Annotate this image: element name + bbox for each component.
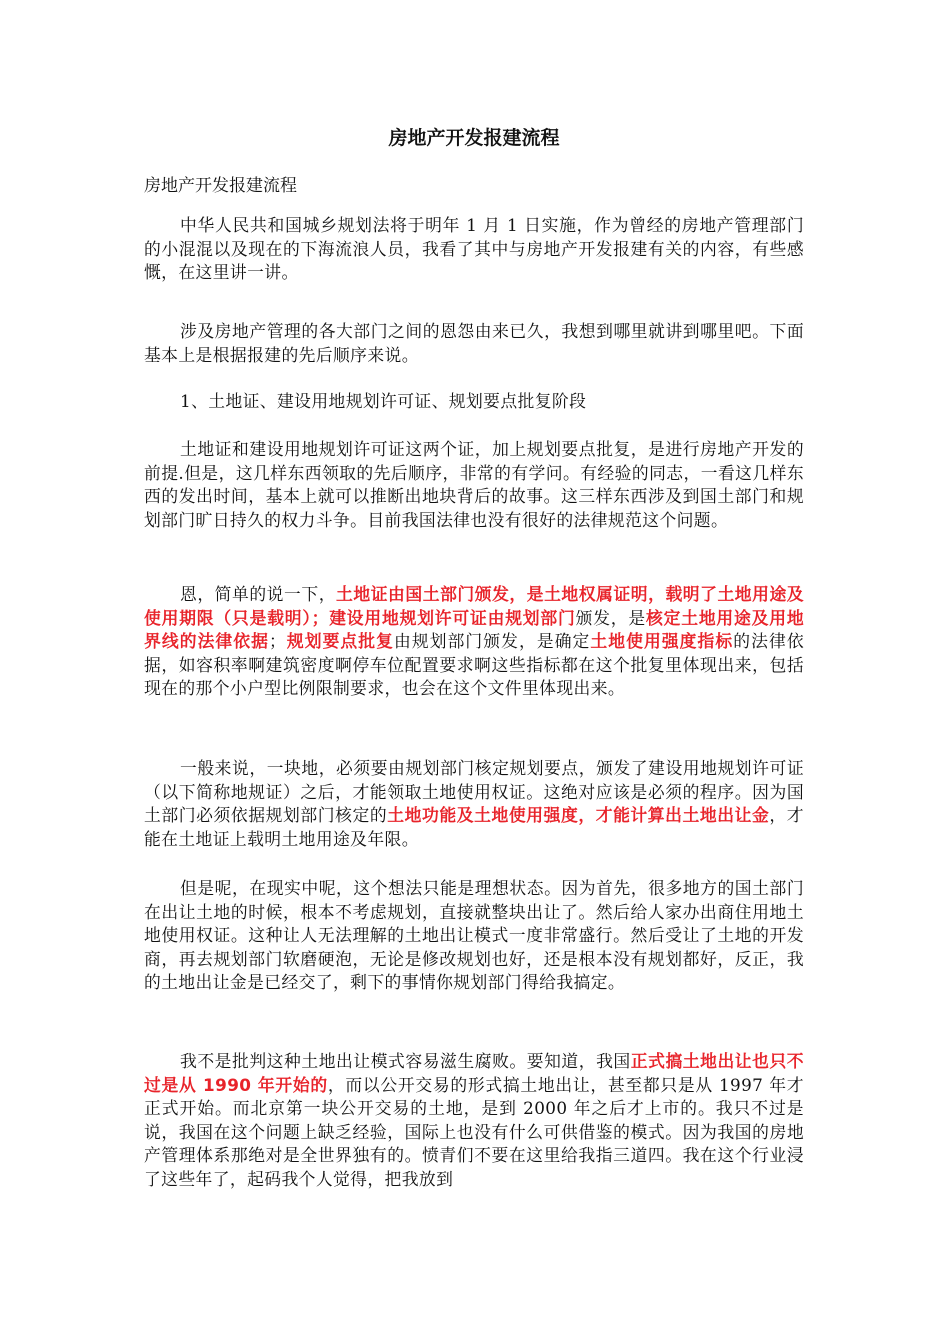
- paragraph: [144, 1050, 804, 1192]
- paragraph: [144, 438, 804, 532]
- document-title: 房地产开发报建流程: [388, 127, 560, 149]
- paragraph-text: 涉及房地产管理的各大部门之间的恩怨由来已久，我想到哪里就讲到哪里吧。下面基本上是根据报建的先后顺序来说。: [144, 321, 804, 365]
- paragraph: [144, 214, 804, 285]
- paragraph-text: 土地证和建设用地规划许可证这两个证，加上规划要点批复，是进行房地产开发的前提.但是，这几样东西领取的先后顺序，非常的有学问。有经验的同志，一看这几样东西的发出时间，基本上就可以推断出地块背后的故事。这三样东西涉及到国土部门和规划部门旷日持久的权力斗争。目前我国法律也没有很好的法律规范这个问题。: [144, 439, 804, 530]
- paragraph: [144, 583, 804, 701]
- paragraph-text: 中华人民共和国城乡规划法将于明年 1 月 1 日实施，作为曾经的房地产管理部门的小混混以及现在的下海流浪人员，我看了其中与房地产开发报建有关的内容，有些感慨，在这里讲一讲。: [144, 215, 804, 283]
- paragraph-text: ，才能在土地证上载明土地用途及年限。: [144, 805, 804, 849]
- paragraph: [144, 320, 804, 367]
- highlighted-text: 核定土地用途及用地界线的法律依据: [144, 607, 804, 652]
- paragraph-text: 颁发，是: [575, 607, 647, 628]
- paragraph: [144, 877, 804, 995]
- highlighted-text: 规划要点批复: [286, 631, 394, 652]
- paragraph-text: 的法律依据，如容积率啊建筑密度啊停车位配置要求啊这些指标都在这个批复里体现出来，包括现在的那个小户型比例限制要求，也会在这个文件里体现出来。: [144, 631, 804, 699]
- highlighted-text: 土地使用强度指标: [590, 631, 734, 652]
- paragraph-text: ；: [269, 631, 287, 652]
- paragraph-text: 恩，简单的说一下，: [180, 584, 337, 604]
- paragraph-text: ，而以公开交易的形式搞土地出让，甚至都只是从 1997 年才正式开始。而北京第一块公开交易的土地，是到 2000 年之后才上市的。我只不过是说，我国在这个问题上缺乏经验，国际上也没有什么可供借鉴的模式。因为我国的房地产管理体系那绝对是全世界独有的。愤青们不要在这里给我指三道四。我在这个行业浸了这些年了，起码我个人觉得，把我放到: [144, 1074, 804, 1189]
- paragraph-text: 但是呢，在现实中呢，这个想法只能是理想状态。因为首先，很多地方的国土部门在出让土地的时候，根本不考虑规划，直接就整块出让了。然后给人家办出商住用地土地使用权证。这种让人无法理解的土地出让模式一度非常盛行。然后受让了土地的开发商，再去规划部门软磨硬泡，无论是修改规划也好，还是根本没有规划都好，反正，我的土地出让金是已经交了，剩下的事情你规划部门得给我搞定。: [144, 878, 804, 993]
- paragraph: [144, 757, 804, 851]
- highlighted-text: 正式搞土地出让也只不过是从 1990 年开始的: [144, 1051, 804, 1095]
- document-subtitle: 房地产开发报建流程: [144, 176, 297, 196]
- paragraph-text: 1、土地证、建设用地规划许可证、规划要点批复阶段: [180, 391, 587, 411]
- paragraph-text: 一般来说，一块地，必须要由规划部门核定规划要点，颁发了建设用地规划许可证（以下简称地规证）之后，才能领取土地使用权证。这绝对应该是必须的程序。因为国土部门必须依据规划部门核定的: [144, 758, 804, 826]
- highlighted-text: 土地功能及土地使用强度，才能计算出土地出让金: [387, 805, 770, 826]
- paragraph: [144, 390, 804, 414]
- paragraph-text: 由规划部门颁发，是确定: [394, 631, 591, 652]
- paragraph-text: 我不是批判这种土地出让模式容易滋生腐败。要知道，我国: [180, 1051, 631, 1071]
- highlighted-text: 土地证由国土部门颁发，是土地权属证明，载明了土地用途及使用期限（只是载明）；建设用地规划许可证由规划部门: [144, 584, 804, 628]
